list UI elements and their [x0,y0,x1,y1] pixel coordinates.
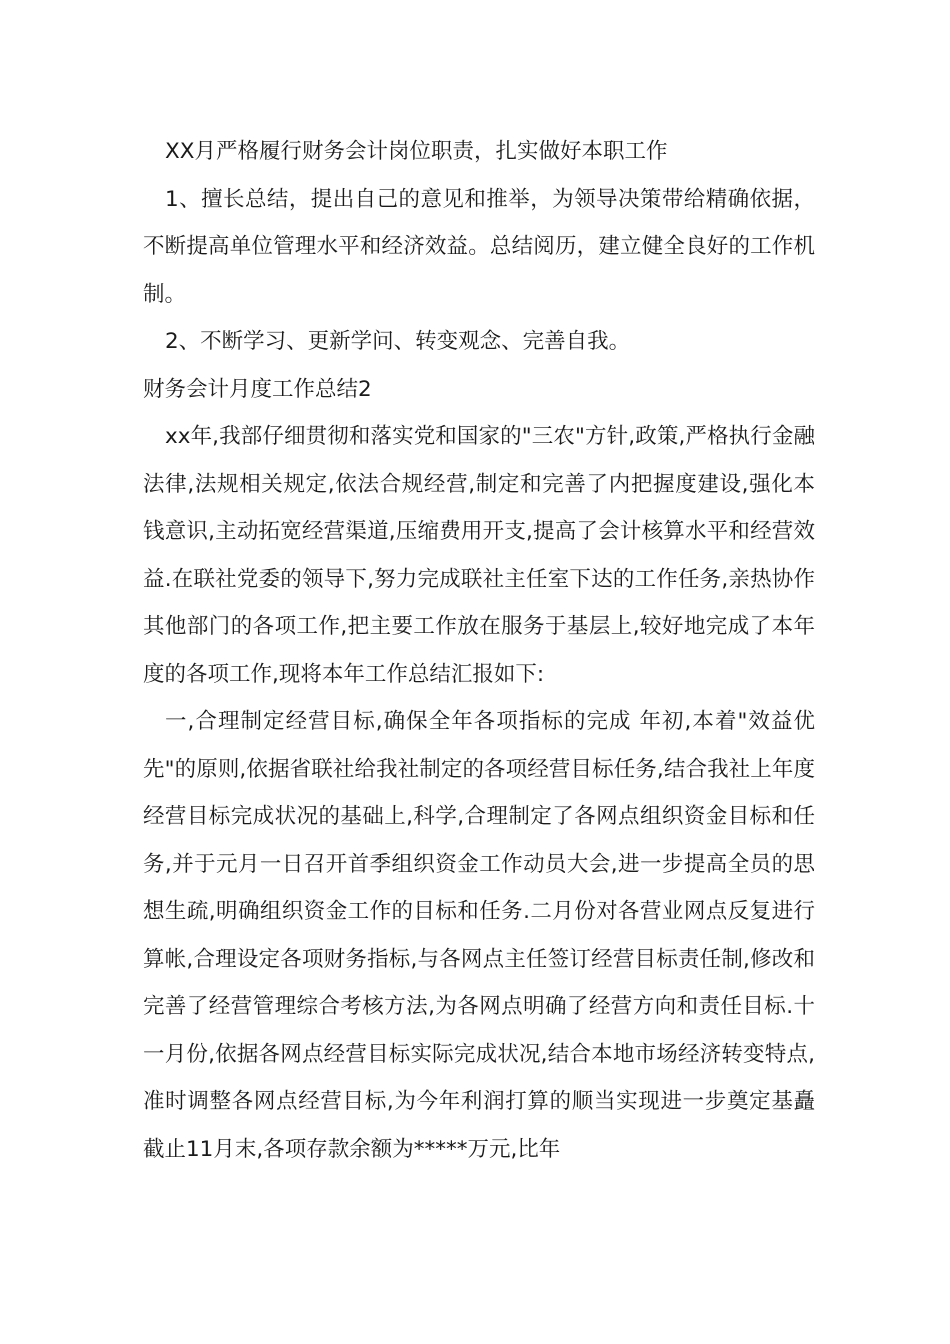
paragraph-section-one: 一,合理制定经营目标,确保全年各项指标的完成 年初,本着"效益优先"的原则,依据省联社给我社制定的各项经营目标任务,结合我社上年度经营目标完成状况的基础上,科学,合理制定了各网点组织资金目标和任务,并于元月一日召开首季组织资金工作动员大会,进一步提高全员的思想生疏,明确组织资金工作的目标和任务.二月份对各营业网点反复进行算帐,合理设定各项财务指标,与各网点主任签订经营目标责任制,修改和完善了经营管理综合考核方法,为各网点明确了经营方向和责任目标.十一月份,依据各网点经营目标实际完成状况,结合本地市场经济转变特点,准时调整各网点经营目标,为今年利润打算的顺当实现进一步奠定基矗截止11月末,各项存款余额为*****万元,比年 [143,709,815,1162]
paragraph-intro: xx年,我部仔细贯彻和落实党和国家的"三农"方针,政策,严格执行金融法律,法规相关规定,依法合规经营,制定和完善了内把握度建设,强化本钱意识,主动拓宽经营渠道,压缩费用开支,提高了会计核算水平和经营效益.在联社党委的领导下,努力完成联社主任室下达的工作任务,亲热协作其他部门的各项工作,把主要工作放在服务于基层上,较好地完成了本年度的各项工作,现将本年工作总结汇报如下: [143,424,815,687]
paragraph-duty-title: XX月严格履行财务会计岗位职责，扎实做好本职工作 [165,139,668,164]
paragraph-item-2: 2、不断学习、更新学问、转变观念、完善自我。 [165,329,631,354]
document-body [143,128,815,1173]
section-heading: 财务会计月度工作总结2 [143,376,372,402]
paragraph-item-1: 1、擅长总结，提出自己的意见和推举，为领导决策带给精确依据，不断提高单位管理水平和经济效益。总结阅历，建立健全良好的工作机制。 [143,186,815,307]
